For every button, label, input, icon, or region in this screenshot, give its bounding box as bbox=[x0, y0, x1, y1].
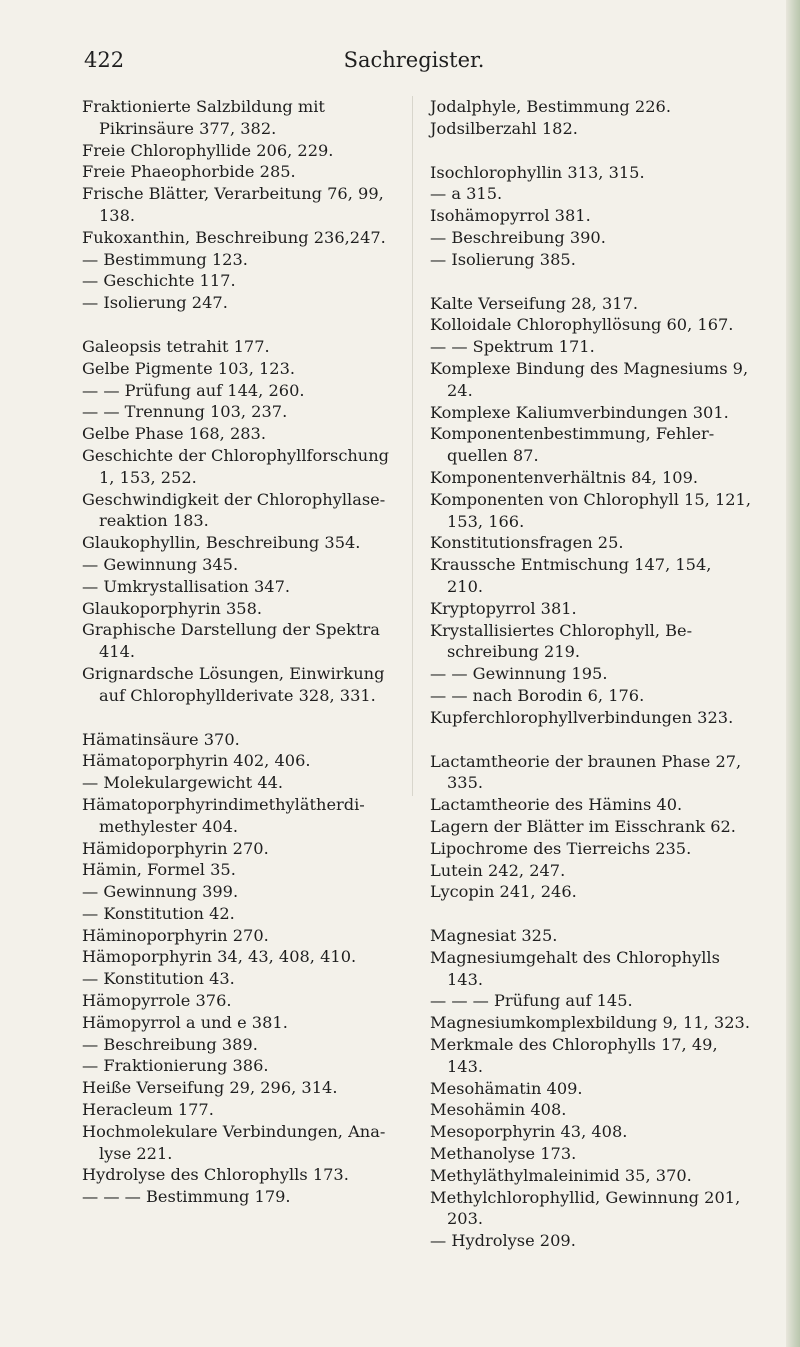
index-entry: Galeopsis tetrahit 177. bbox=[82, 336, 270, 356]
index-entry: — Geschichte 117. bbox=[82, 271, 236, 291]
index-entry: Freie Chlorophyllide 206, 229. bbox=[82, 140, 334, 160]
index-entry: — Konstitution 42. bbox=[82, 903, 235, 923]
index-entry: Isohämopyrrol 381. bbox=[430, 206, 591, 226]
index-entry: Komponentenverhältnis 84, 109. bbox=[430, 467, 699, 487]
index-entry: Kalte Verseifung 28, 317. bbox=[430, 293, 639, 313]
index-entry: Kryptopyrrol 381. bbox=[430, 598, 577, 618]
index-entry: — — Gewinnung 195. bbox=[430, 664, 608, 684]
index-entry: Hämatoporphyrin 402, 406. bbox=[82, 751, 311, 771]
index-entry: Hämopyrrole 376. bbox=[82, 991, 232, 1011]
index-entry: Magnesiumkomplexbildung 9, 11, 323. bbox=[430, 1013, 750, 1033]
section-gap bbox=[430, 271, 752, 293]
index-entry: — — — Bestimmung 179. bbox=[82, 1187, 291, 1207]
index-entry: Kupferchlorophyllverbindungen 323. bbox=[430, 707, 734, 727]
index-entry: Magnesiumgehalt des Chlorophylls 143. bbox=[430, 947, 720, 989]
index-entry: Glaukophyllin, Beschreibung 354. bbox=[82, 533, 361, 553]
index-entry: Krystallisiertes Chlorophyll, Be-schreibung 219. bbox=[430, 620, 693, 662]
index-entry: — Molekulargewicht 44. bbox=[82, 773, 284, 793]
index-entry: Heiße Verseifung 29, 296, 314. bbox=[82, 1078, 338, 1098]
index-entry: Mesoporphyrin 43, 408. bbox=[430, 1122, 628, 1142]
index-entry: Hochmolekulare Verbindungen, Ana-lyse 221. bbox=[82, 1121, 386, 1163]
index-entry: Hämin, Formel 35. bbox=[82, 860, 236, 880]
index-entry: Häminoporphyrin 270. bbox=[82, 925, 269, 945]
section-gap bbox=[430, 729, 752, 751]
index-entry: — Konstitution 43. bbox=[82, 969, 235, 989]
index-entry: — Hydrolyse 209. bbox=[430, 1231, 576, 1251]
index-entry: Jodsilberzahl 182. bbox=[430, 118, 578, 138]
section-gap bbox=[430, 903, 752, 925]
index-entry: Hämoporphyrin 34, 43, 408, 410. bbox=[82, 947, 357, 967]
index-entry: — — nach Borodin 6, 176. bbox=[430, 685, 645, 705]
index-entry: Lycopin 241, 246. bbox=[430, 882, 577, 902]
index-entry: Freie Phaeophorbide 285. bbox=[82, 162, 296, 182]
index-entry: Kolloidale Chlorophyllösung 60, 167. bbox=[430, 315, 734, 335]
index-entry: Graphische Darstellung der Spektra 414. bbox=[82, 620, 380, 662]
index-entry: Lagern der Blätter im Eisschrank 62. bbox=[430, 816, 736, 836]
index-entry: Geschichte der Chlorophyllforschung 1, 153, 252. bbox=[82, 445, 390, 487]
index-entry: Fukoxanthin, Beschreibung 236,247. bbox=[82, 227, 386, 247]
index-entry: Merkmale des Chlorophylls 17, 49, 143. bbox=[430, 1035, 718, 1076]
index-entry: — — Trennung 103, 237. bbox=[82, 402, 288, 422]
index-entry: Kraussche Entmischung 147, 154, 210. bbox=[430, 555, 712, 596]
index-entry: Lutein 242, 247. bbox=[430, 860, 566, 880]
page-edge bbox=[786, 0, 800, 1347]
index-column-left bbox=[82, 96, 404, 1208]
index-entry: Gelbe Phase 168, 283. bbox=[82, 424, 267, 444]
index-entry: Jodalphyle, Bestimmung 226. bbox=[430, 97, 671, 116]
index-entry: — Gewinnung 399. bbox=[82, 882, 239, 902]
index-entry: — — Prüfung auf 144, 260. bbox=[82, 380, 305, 400]
page-number: 422 bbox=[84, 48, 125, 72]
index-entry: Komplexe Bindung des Magnesiums 9, 24. bbox=[430, 358, 749, 400]
index-entry: Grignardsche Lösungen, Einwirkung auf Chlorophyllderivate 328, 331. bbox=[82, 663, 385, 705]
index-entry: Fraktionierte Salzbildung mit Pikrinsäure 377, 382. bbox=[82, 97, 325, 138]
index-entry: — Isolierung 385. bbox=[430, 249, 576, 269]
index-entry: Lactamtheorie der braunen Phase 27, 335. bbox=[430, 751, 742, 793]
section-gap bbox=[82, 707, 404, 729]
running-title: Sachregister. bbox=[343, 48, 485, 72]
index-entry: Hämopyrrol a und e 381. bbox=[82, 1012, 288, 1032]
index-entry: Isochlorophyllin 313, 315. bbox=[430, 162, 645, 182]
index-entry: Hydrolyse des Chlorophylls 173. bbox=[82, 1165, 349, 1185]
index-entry: Lipochrome des Tierreichs 235. bbox=[430, 838, 692, 858]
index-entry: — — — Prüfung auf 145. bbox=[430, 991, 633, 1011]
index-column-right bbox=[430, 96, 752, 1252]
section-gap bbox=[430, 140, 752, 162]
index-entry: Mesohämin 408. bbox=[430, 1100, 567, 1120]
index-entry: Komponenten von Chlorophyll 15, 121, 153, 166. bbox=[430, 489, 751, 531]
index-entry: Methyläthylmaleinimid 35, 370. bbox=[430, 1165, 692, 1185]
section-gap bbox=[82, 314, 404, 336]
index-entry: Gelbe Pigmente 103, 123. bbox=[82, 358, 296, 378]
index-entry: — a 315. bbox=[430, 184, 503, 204]
index-entry: — Beschreibung 389. bbox=[82, 1034, 258, 1054]
index-entry: Komplexe Kaliumverbindungen 301. bbox=[430, 402, 729, 422]
index-entry: Methylchlorophyllid, Gewinnung 201, 203. bbox=[430, 1187, 741, 1229]
index-entry: Geschwindigkeit der Chlorophyllase-reaktion 183. bbox=[82, 489, 386, 531]
index-entry: Glaukoporphyrin 358. bbox=[82, 598, 263, 618]
index-entry: — Fraktionierung 386. bbox=[82, 1056, 269, 1076]
index-entry: Magnesiat 325. bbox=[430, 926, 558, 946]
index-entry: Hämatinsäure 370. bbox=[82, 729, 240, 749]
index-entry: — Isolierung 247. bbox=[82, 293, 228, 313]
column-divider bbox=[412, 96, 413, 796]
index-entry: — Beschreibung 390. bbox=[430, 227, 606, 247]
index-entry: — Gewinnung 345. bbox=[82, 554, 239, 574]
index-entry: Methanolyse 173. bbox=[430, 1144, 577, 1164]
index-entry: Lactamtheorie des Hämins 40. bbox=[430, 795, 683, 815]
index-entry: — — Spektrum 171. bbox=[430, 337, 595, 357]
index-entry: Komponentenbestimmung, Fehler-quellen 87. bbox=[430, 424, 715, 466]
index-entry: Mesohämatin 409. bbox=[430, 1078, 583, 1098]
index-entry: — Umkrystallisation 347. bbox=[82, 576, 291, 596]
index-entry: Konstitutionsfragen 25. bbox=[430, 533, 624, 553]
index-entry: Hämidoporphyrin 270. bbox=[82, 838, 269, 858]
index-entry: — Bestimmung 123. bbox=[82, 249, 248, 269]
index-entry: Hämatoporphyrindimethylätherdi-methylester 404. bbox=[82, 794, 365, 836]
index-entry: Frische Blätter, Verarbeitung 76, 99, 138. bbox=[82, 184, 384, 225]
index-entry: Heracleum 177. bbox=[82, 1100, 214, 1120]
